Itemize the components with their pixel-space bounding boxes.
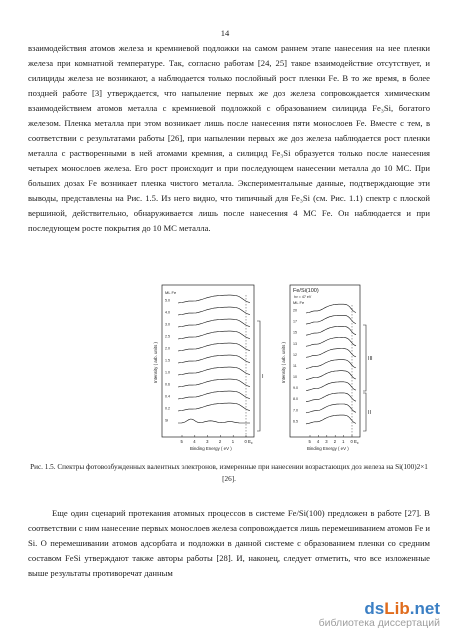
x-tick-label: 3 [325, 439, 328, 444]
dose-label: 8.0 [293, 397, 298, 402]
dose-label: 11 [293, 363, 297, 368]
fermi-label: $E_F$ [248, 439, 253, 446]
spectrum-curve [306, 304, 356, 313]
x-tick-label: 1 [342, 439, 345, 444]
spectrum-curve [306, 404, 356, 413]
watermark-subtitle: библиотека диссертаций [318, 617, 440, 629]
bracket-ii [363, 393, 366, 431]
spectrum-curve [178, 343, 250, 351]
dose-label: 1.5 [165, 358, 170, 363]
watermark-logo: dsLib.net [364, 599, 440, 618]
bracket-ii-label: II [368, 410, 372, 416]
body-paragraph-1: взаимодействия атомов железа и кремниевой подложки на самом раннем этапе нанесения на нее пленки железа при комнатной температуре. Так, согласно работам [24, 25] такое взаимодействие отсутствует, и силициды железа не возникают, а наблюдается только послойный рост пленки Fe. В то же время, в более поздней работе [3] утверждается, что напыление первых же доз железа сопровождается химическим взаимодействием атомов металла с кремниевой подложкой с образованием силицида Fe₃Si, богатого железом. Пленка металла при этом возникает лишь после нанесения пяти монослоев Fe. Вместе с тем, в соответствии с результатами работы [26], при напылении первых же доз железа наблюдается рост пленки металла с растворенными в ней атомами кремния, а силицид Fe₃Si образуется только после нанесения четырех монослоев железа. Его рост происходит и при последующем нанесении металла до 10 МС. При больших дозах Fe возникает пленка чистого металла. Экспериментальные данные, подтверждающие эти выводы, представлены на Рис. 1.5. Из него видно, что типичный для Fe₃Si (см. Рис. 1.1) спектр с плоской вершиной, действительно, обнаруживается лишь после нанесения 4 МС Fe. Он наблюдается и при последующем росте покрытия до 10 МС металла. [28, 43, 430, 233]
bracket-iii [363, 325, 366, 391]
dose-label: 1.0 [165, 370, 170, 375]
x-tick-label: 1 [231, 439, 235, 444]
body-paragraph-2: Еще один сценарий протекания атомных процессов в системе Fe/Si(100) предложен в работе [27]. В соответствии с ним нанесение первых монослоев железа сопровождается лишь перемешиванием атомов Fe и Si. О перемешивании атомов адсорбата и подложки в данной системе с образованием пленки со средним составом FeSi утверждают также авторы работы [28]. И, наконец, следует отметить, что все изложенные выше результаты противоречат данным [28, 508, 430, 578]
x-tick-label: 0 [350, 439, 353, 444]
dose-label: 7.0 [293, 408, 298, 413]
x-tick-label: 2 [218, 439, 222, 444]
watermark [319, 599, 440, 629]
plot-subtitle: hν = 47 eV [294, 295, 312, 299]
spectrum-curve [306, 371, 356, 380]
dose-label: Si [165, 418, 169, 423]
plot-title: Fe/Si(100) [293, 288, 319, 294]
bracket-iii-label: III [368, 356, 373, 362]
right-spectra-panel [281, 285, 373, 451]
dose-label: 9.0 [293, 386, 298, 391]
x-axis-label: Binding Energy ( eV ) [190, 446, 232, 451]
spectrum-curve [306, 349, 356, 358]
spectrum-curve [178, 391, 250, 399]
dose-label: 20 [293, 308, 297, 313]
dose-label: 12 [293, 352, 297, 357]
spectrum-curve [306, 326, 356, 335]
spectrum-curve [306, 315, 356, 324]
dose-label: 0.2 [165, 406, 170, 411]
x-tick-label: 2 [333, 439, 337, 444]
spectrum-curve [178, 355, 250, 363]
bracket-i [257, 321, 260, 431]
spectrum-curve [178, 379, 250, 387]
plot-frame [162, 285, 254, 437]
spectrum-curve [178, 331, 250, 339]
dose-label: 5.0 [165, 298, 170, 303]
spectrum-curve [306, 360, 356, 369]
spectrum-curve [306, 382, 356, 391]
ml-header: ML Fe [165, 290, 177, 295]
ml-header: ML Fe [293, 300, 305, 305]
spectrum-curve [178, 319, 250, 327]
bracket-i-label: I [262, 374, 264, 380]
figure-caption: Рис. 1.5. Спектры фотовозбужденных валентных электронов, измеренные при нанесении возрастающих доз железа на Si(100)2×1 [26]. [30, 463, 428, 483]
fermi-label: $E_F$ [354, 439, 359, 446]
spectrum-curve [306, 393, 356, 402]
dose-label: 13 [293, 341, 297, 346]
figure-spectra [150, 281, 394, 459]
dose-label: 0.4 [165, 394, 170, 399]
spectrum-curve [178, 307, 250, 315]
x-tick-label: 5 [180, 439, 183, 444]
y-axis-label: Intensity ( arb. units ) [281, 342, 286, 383]
left-spectra-panel [153, 285, 264, 451]
dose-label: 4.0 [165, 310, 170, 315]
x-tick-label: 3 [206, 439, 209, 444]
x-tick-label: 0 [244, 439, 247, 444]
x-tick-label: 4 [193, 439, 196, 444]
spectrum-curve [306, 337, 356, 346]
x-tick-label: 5 [308, 439, 311, 444]
spectrum-curve [178, 367, 250, 375]
page-number: 14 [220, 28, 230, 38]
y-axis-label: Intensity ( arb. units ) [153, 342, 158, 383]
dose-label: 2.0 [165, 346, 170, 351]
spectrum-curve [306, 415, 356, 424]
spectrum-curve [178, 295, 250, 303]
figure-1-5 [150, 281, 394, 459]
dose-label: 3.0 [165, 322, 170, 327]
x-axis-label: Binding Energy ( eV ) [307, 446, 349, 451]
dose-label: 2.5 [165, 334, 170, 339]
dose-label: 15 [293, 330, 297, 335]
x-tick-label: 4 [316, 439, 320, 444]
dose-label: 17 [293, 319, 297, 324]
dose-label: 10 [293, 375, 297, 380]
dose-label: 6.5 [293, 419, 298, 424]
spectrum-curve [178, 419, 250, 423]
dose-label: 0.6 [165, 382, 170, 387]
spectrum-curve [178, 403, 250, 411]
